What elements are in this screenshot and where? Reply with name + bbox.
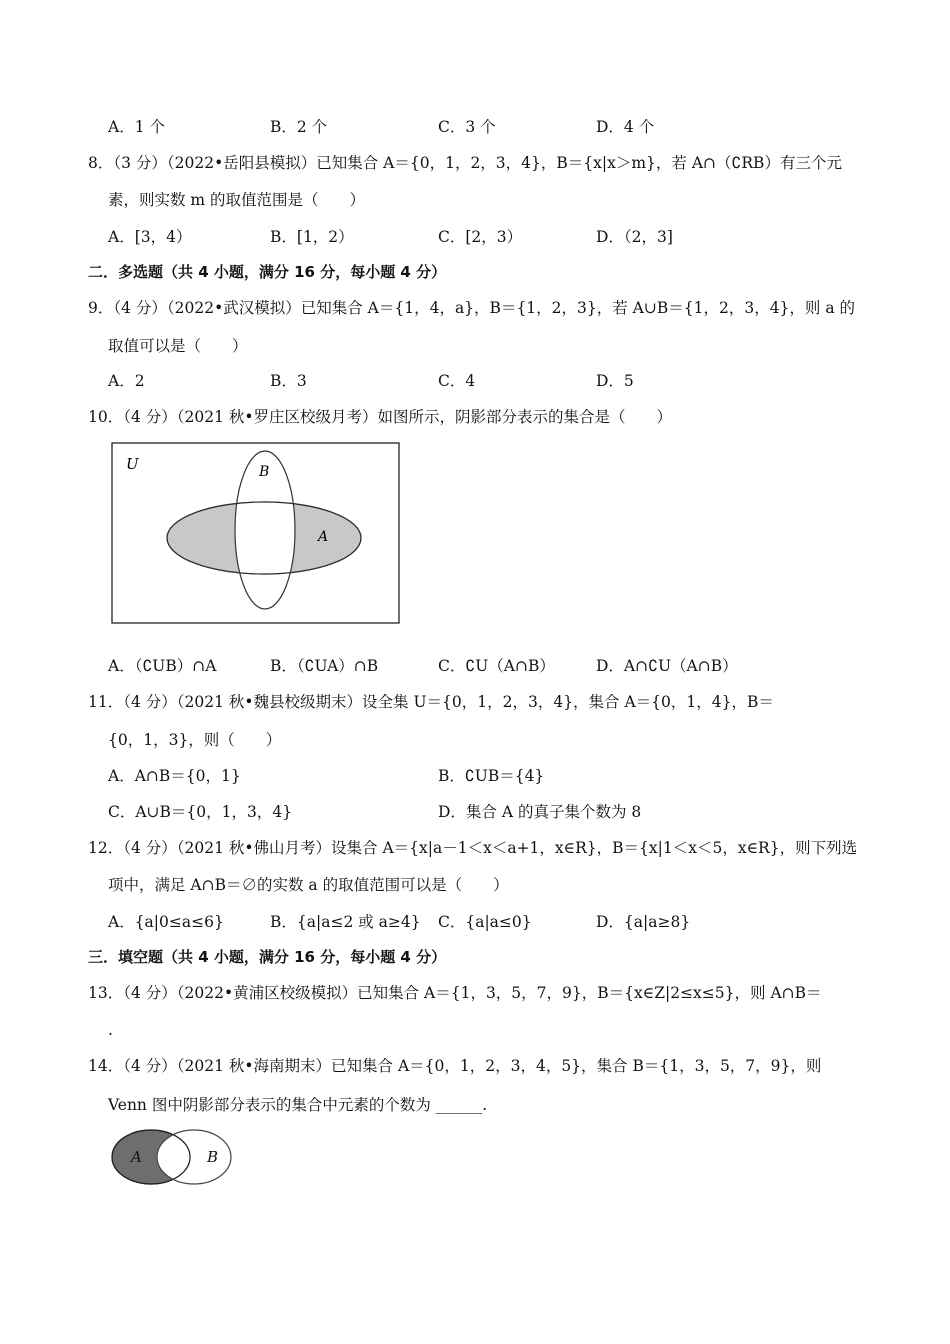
q9-stem-line1: 9．（4 分）（2022•武汉模拟）已知集合 A＝{1，4，a}，B＝{1，2，3}，若 A∪B＝{1，2，3，4}，则 a 的 — [88, 299, 856, 317]
label-a: A — [318, 529, 329, 545]
q12-option-a: A．{a|0≤a≤6} — [108, 913, 224, 931]
q8-option-b: B．[1，2） — [270, 228, 354, 246]
q7-option-a: A．1 个 — [108, 118, 165, 136]
q11-option-d: D．集合 A 的真子集个数为 8 — [438, 803, 642, 821]
q11-option-a: A．A∩B＝{0，1} — [108, 767, 241, 785]
q10-option-c: C．∁U（A∩B） — [438, 657, 555, 675]
q11-stem-line1: 11．（4 分）（2021 秋•魏县校级期末）设全集 U＝{0，1，2，3，4}，集合 A＝{0，1，4}，B＝ — [88, 693, 774, 711]
q12-option-d: D．{a|a≥8} — [596, 913, 691, 931]
q12-option-c: C．{a|a≤0} — [438, 913, 532, 931]
label-b: B — [207, 1148, 219, 1166]
label-b: B — [259, 464, 270, 480]
q10-option-d: D．A∩∁U（A∩B） — [596, 657, 738, 675]
q7-option-d: D．4 个 — [596, 118, 655, 136]
q10-option-b: B．（∁UA）∩B — [270, 657, 379, 675]
q14-venn-diagram — [108, 1126, 238, 1188]
q7-option-c: C．3 个 — [438, 118, 496, 136]
q8-stem-line2: 素，则实数 m 的取值范围是（ ） — [108, 191, 366, 209]
q10-venn-diagram — [108, 440, 404, 628]
q9-option-d: D．5 — [596, 372, 634, 390]
q11-stem-line2: {0，1，3}，则（ ） — [108, 731, 282, 749]
q9-option-c: C．4 — [438, 372, 476, 390]
q11-option-c: C．A∪B＝{0，1，3，4} — [108, 803, 293, 821]
label-u: U — [126, 455, 139, 473]
q12-stem-line1: 12．（4 分）（2021 秋•佛山月考）设集合 A＝{x|a－1＜x＜a+1，x∈R}，B＝{x|1＜x＜5，x∈R}，则下列选 — [88, 839, 858, 857]
q9-option-b: B．3 — [270, 372, 307, 390]
q13-stem-line1: 13．（4 分）（2022•黄浦区校级模拟）已知集合 A＝{1，3，5，7，9}，B＝{x∈Z|2≤x≤5}，则 A∩B＝ — [88, 984, 822, 1002]
q13-stem-line2: . — [108, 1021, 113, 1039]
q12-option-b: B．{a|a≤2 或 a≥4} — [270, 913, 421, 931]
q9-option-a: A．2 — [108, 372, 145, 390]
q8-option-c: C．[2，3） — [438, 228, 523, 246]
q11-option-b: B．∁UB＝{4} — [438, 767, 545, 785]
label-a: A — [131, 1148, 142, 1166]
section-fill-blank-heading: 三．填空题（共 4 小题，满分 16 分，每小题 4 分） — [88, 948, 447, 966]
q14-stem-line2: Venn 图中阴影部分表示的集合中元素的个数为 ______. — [108, 1096, 488, 1114]
q9-stem-line2: 取值可以是（ ） — [108, 337, 248, 355]
q12-stem-line2: 项中，满足 A∩B＝∅的实数 a 的取值范围可以是（ ） — [108, 876, 509, 894]
section-multiple-choice-heading: 二．多选题（共 4 小题，满分 16 分，每小题 4 分） — [88, 263, 447, 281]
q10-stem-line1: 10．（4 分）（2021 秋•罗庄区校级月考）如图所示，阴影部分表示的集合是（ ） — [88, 408, 673, 426]
q8-option-a: A．[3，4） — [108, 228, 192, 246]
q10-option-a: A．（∁UB）∩A — [108, 657, 217, 675]
q8-stem-line1: 8．（3 分）（2022•岳阳县模拟）已知集合 A＝{0，1，2，3，4}，B＝{x|x＞m}，若 A∩（∁RB）有三个元 — [88, 154, 842, 172]
q7-option-b: B．2 个 — [270, 118, 328, 136]
q8-option-d: D．（2，3] — [596, 228, 673, 246]
q14-stem-line1: 14．（4 分）（2021 秋•海南期末）已知集合 A＝{0，1，2，3，4，5}，集合 B＝{1，3，5，7，9}，则 — [88, 1057, 822, 1075]
